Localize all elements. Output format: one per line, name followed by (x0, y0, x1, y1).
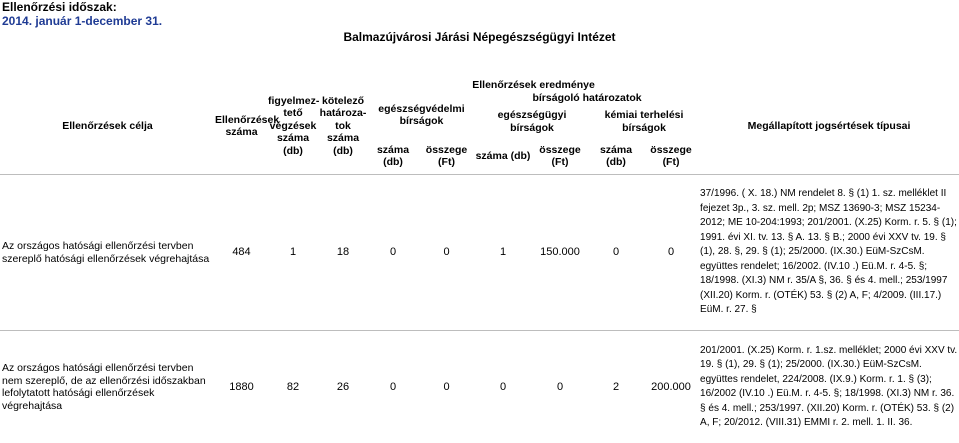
col-chemical-fines: kémiai terhelési bírságok (589, 105, 699, 139)
col-mandatory: kötelező határoza-tok száma (db) (318, 78, 368, 175)
col-fine-decisions: bírságoló határozatok (475, 92, 699, 105)
row-purpose: Az országos hatósági ellenőrzési tervben nem szereplő, de az ellenőrzési időszakban lefolytatott hatósági ellenőrzések végrehajtása (0, 331, 215, 443)
period-title: Ellenőrzési időszak: (2, 0, 117, 14)
row-mandatory: 26 (318, 331, 368, 443)
row-hp-count: 0 (368, 331, 418, 443)
row-findings: 201/2001. (X.25) Korm. r. 1.sz. melléklet; 2000 évi XXV tv. 19. § (1), 29. § (1); 25/2000. (IX.30.) EüM-SzCsM. együttes rendelet, 224/2008. (IX.9.) Korm. r. 1. § (3); 16/2002 (IV.10 .) Eü.M. r. 4-5. §; 18/1998. (XI.3) NM r. 36. § és 4. mell.; 253/1997. (XII.20) Korm. r. (OTÉK) 53. § (2) A, F; 20/2012. (VIII.31) EMMI r. 2. mell. 1. II. 36. (699, 331, 959, 443)
col-health-fines: egészségügyi bírságok (475, 105, 589, 139)
row-count: 484 (215, 175, 268, 331)
row-hp-amount: 0 (418, 331, 475, 443)
col-c-count: száma (db) (589, 139, 643, 175)
period-value: 2014. január 1-december 31. (2, 14, 162, 28)
table-row (0, 331, 959, 443)
row-count: 1880 (215, 331, 268, 443)
row-hp-count: 0 (368, 175, 418, 331)
col-hp-amount: összege (Ft) (418, 139, 475, 175)
institute-name: Balmazújvárosi Járási Népegészségügyi Intézet (0, 30, 959, 44)
row-warning: 82 (268, 331, 318, 443)
col-findings: Megállapított jogsértések típusai (699, 78, 959, 175)
row-hp-amount: 0 (418, 175, 475, 331)
row-c-count: 2 (589, 331, 643, 443)
table-row (0, 175, 959, 331)
row-mandatory: 18 (318, 175, 368, 331)
col-results: Ellenőrzések eredménye (368, 78, 699, 92)
col-h-amount: összege (Ft) (531, 139, 589, 175)
col-c-amount: összege (Ft) (643, 139, 699, 175)
col-count: Ellenőrzések száma (215, 78, 268, 175)
row-warning: 1 (268, 175, 318, 331)
row-purpose: Az országos hatósági ellenőrzési tervben szereplő hatósági ellenőrzések végrehajtása (0, 175, 215, 331)
row-c-amount: 200.000 (643, 331, 699, 443)
row-findings: 37/1996. ( X. 18.) NM rendelet 8. § (1) 1. sz. melléklet II fejezet 3p., 3. sz. mell. 2p; MSZ 13690-3; MSZ 15234-2012; ME 10-204:1993; 201/2001. (X.25) Korm. r. 5. § (1); 1991. évi XI. tv. 13. § A. 13. § B.; 2000 évi XXV tv. 19. § (1), 28. §, 29. § (1); 25/2000. (IX.30.) EüM-SzCsM. együttes rendelet; 16/2002. (IV.10 .) Eü.M. r. 4-5. §; 18/1998. (XI.3) NM r. 35/A §, 36. § és 4. mell.; 253/1997 (XII.20) Korm. r. (OTÉK) 53. § (2) A, F; 4/2009. (III.17.) EüM. r. 27. § (699, 175, 959, 331)
col-health-protection-fines: egészségvédelmi bírságok (368, 92, 475, 139)
row-h-amount: 0 (531, 331, 589, 443)
row-c-amount: 0 (643, 175, 699, 331)
col-h-count: száma (db) (475, 139, 531, 175)
row-h-count: 1 (475, 175, 531, 331)
row-h-count: 0 (475, 331, 531, 443)
row-c-count: 0 (589, 175, 643, 331)
row-h-amount: 150.000 (531, 175, 589, 331)
col-hp-count: száma (db) (368, 139, 418, 175)
col-purpose: Ellenőrzések célja (0, 78, 215, 175)
col-warning: figyelmez-tető végzések száma (db) (268, 78, 318, 175)
inspection-table (0, 78, 959, 443)
